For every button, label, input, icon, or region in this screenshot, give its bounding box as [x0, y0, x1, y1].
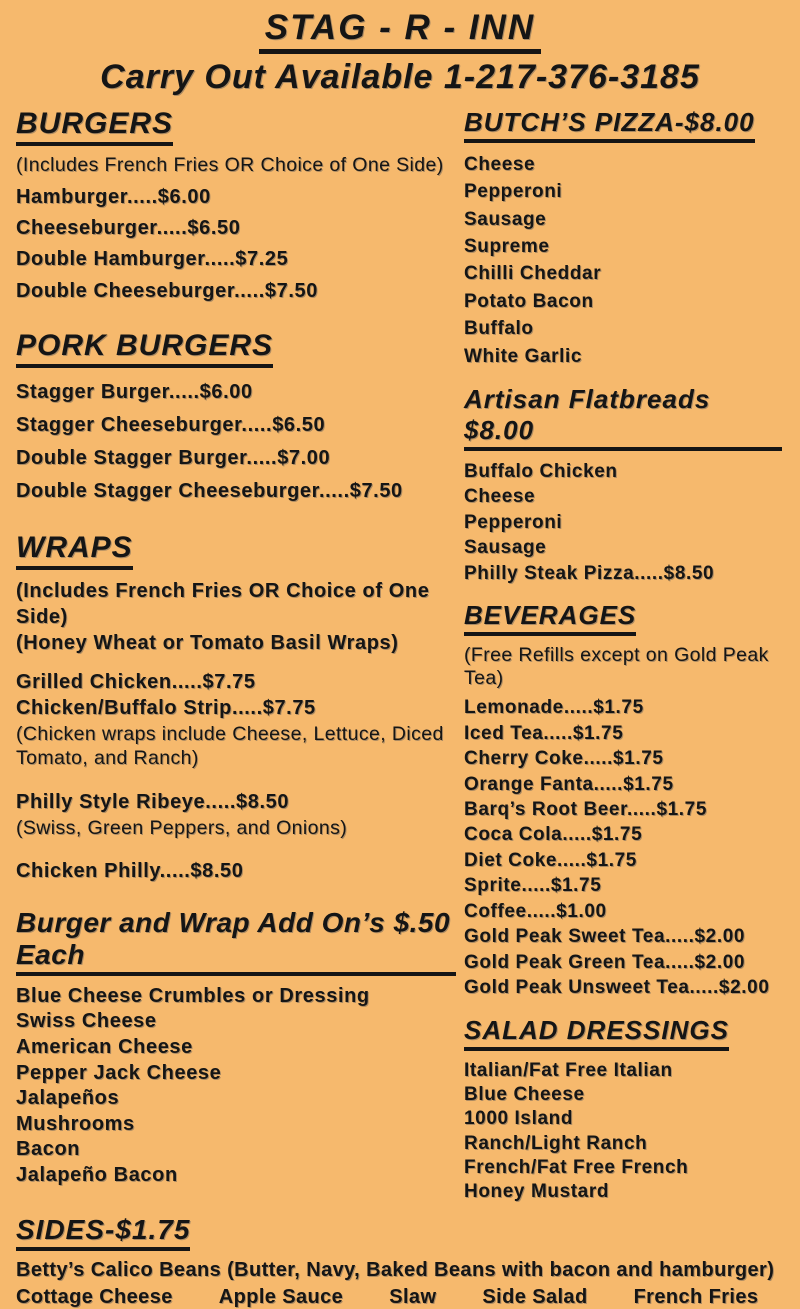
- sides-row: [16, 1286, 784, 1309]
- menu-item: Pepper Jack Cheese: [16, 1061, 222, 1084]
- menu-item: Cheese: [464, 486, 536, 508]
- section-heading-pork-burgers: [16, 329, 456, 368]
- spacer: [16, 776, 456, 789]
- section-title: BUTCH’S PIZZA-$8.00: [464, 107, 755, 143]
- menu-item: French/Fat Free French: [464, 1156, 689, 1178]
- menu-item: Sprite.....$1.75: [464, 875, 602, 897]
- side-item: Side Salad: [482, 1286, 588, 1309]
- section-burgers: [16, 107, 456, 307]
- side-item: French Fries: [633, 1286, 759, 1309]
- menu-note: (Free Refills except on Gold Peak Tea): [464, 644, 769, 690]
- menu-item: Buffalo: [464, 318, 534, 340]
- menu-item: Mushrooms: [16, 1112, 135, 1135]
- section-heading-addons: [16, 907, 456, 976]
- menu-item: Chicken Philly.....$8.50: [16, 860, 244, 883]
- menu-item: Double Cheeseburger.....$7.50: [16, 279, 318, 302]
- section-heading-beverages: [464, 600, 782, 636]
- menu-item: Buffalo Chicken: [464, 460, 618, 482]
- menu-item: Coca Cola.....$1.75: [464, 824, 643, 846]
- section-wraps: [16, 531, 456, 885]
- section-pork-burgers: [16, 329, 456, 509]
- menu-columns: [0, 97, 800, 1218]
- spacer: [16, 845, 456, 858]
- menu-note: (Honey Wheat or Tomato Basil Wraps): [16, 631, 399, 654]
- carryout-phone-line: Carry Out Available 1-217-376-3185: [100, 58, 700, 96]
- menu-item: Chilli Cheddar: [464, 263, 602, 285]
- menu-item: Blue Cheese Crumbles or Dressing: [16, 984, 370, 1007]
- section-title: Artisan Flatbreads $8.00: [464, 384, 782, 451]
- section-heading-burgers: [16, 107, 456, 146]
- section-title: Burger and Wrap Add On’s $.50 Each: [16, 907, 456, 976]
- menu-item: Jalapeños: [16, 1087, 120, 1110]
- side-item: Apple Sauce: [218, 1286, 344, 1309]
- title-line: [0, 8, 800, 54]
- menu-item: Philly Steak Pizza.....$8.50: [464, 562, 715, 584]
- sides-section: [0, 1214, 800, 1309]
- left-column: [16, 107, 464, 1218]
- menu-item: Double Stagger Cheeseburger.....$7.50: [16, 480, 403, 503]
- menu-item: Diet Coke.....$1.75: [464, 849, 637, 871]
- sides-heading: SIDES-$1.75: [16, 1214, 190, 1251]
- menu-note: (Chicken wraps include Cheese, Lettuce, Diced Tomato, and Ranch): [16, 723, 444, 770]
- section-butchs-pizza: [464, 107, 782, 370]
- spacer: [16, 656, 456, 669]
- menu-item: Gold Peak Sweet Tea.....$2.00: [464, 926, 746, 948]
- menu-item: Gold Peak Unsweet Tea.....$2.00: [464, 977, 770, 999]
- menu-item: Italian/Fat Free Italian: [464, 1059, 673, 1081]
- section-beverages: [464, 600, 782, 1000]
- menu-item: Honey Mustard: [464, 1181, 610, 1203]
- menu-item: Cheeseburger.....$6.50: [16, 217, 241, 240]
- menu-item: Cheese: [464, 154, 536, 175]
- side-item: Cottage Cheese: [16, 1286, 173, 1309]
- menu-item: Stagger Cheeseburger.....$6.50: [16, 413, 326, 436]
- menu-note: (Swiss, Green Peppers, and Onions): [16, 816, 348, 839]
- restaurant-name: STAG - R - INN: [259, 8, 541, 54]
- menu-item: Bacon: [16, 1138, 81, 1161]
- section-heading-wraps: [16, 531, 456, 570]
- menu-item: 1000 Island: [464, 1108, 574, 1130]
- menu-item: Philly Style Ribeye.....$8.50: [16, 790, 290, 813]
- section-title: WRAPS: [16, 531, 133, 570]
- sides-heading-row: [16, 1214, 784, 1251]
- menu-item: Lemonade.....$1.75: [464, 697, 644, 719]
- section-title: BEVERAGES: [464, 600, 636, 636]
- menu-item: Supreme: [464, 236, 550, 258]
- menu-item: Ranch/Light Ranch: [464, 1132, 648, 1154]
- side-item: Slaw: [389, 1286, 437, 1309]
- section-heading-artisan-flatbreads: [464, 384, 782, 451]
- section-heading-salad-dressings: [464, 1015, 782, 1051]
- menu-item: Orange Fanta.....$1.75: [464, 773, 674, 795]
- menu-item: Blue Cheese: [464, 1083, 585, 1105]
- section-artisan-flatbreads: [464, 384, 782, 586]
- sides-description: Betty’s Calico Beans (Butter, Navy, Baked Beans with bacon and hamburger): [16, 1259, 775, 1282]
- menu-item: Double Hamburger.....$7.25: [16, 248, 289, 271]
- menu-item: Sausage: [464, 208, 547, 230]
- section-title: BURGERS: [16, 107, 173, 146]
- menu-item: Barq’s Root Beer.....$1.75: [464, 798, 707, 820]
- menu-item: Pepperoni: [464, 511, 563, 533]
- menu-header: [0, 0, 800, 97]
- menu-item: Gold Peak Green Tea.....$2.00: [464, 951, 746, 973]
- section-addons: [16, 907, 456, 1189]
- menu-note: (Includes French Fries OR Choice of One Side): [16, 579, 430, 628]
- menu-item: Chicken/Buffalo Strip.....$7.75: [16, 697, 316, 720]
- section-title: SALAD DRESSINGS: [464, 1015, 729, 1051]
- menu-item: Sausage: [464, 537, 547, 559]
- section-heading-butchs-pizza: [464, 107, 782, 143]
- menu-item: Cherry Coke.....$1.75: [464, 748, 664, 770]
- menu-note: (Includes French Fries OR Choice of One Side): [16, 154, 444, 176]
- menu-item: Coffee.....$1.00: [464, 900, 607, 922]
- menu-item: Potato Bacon: [464, 290, 594, 312]
- menu-item: Grilled Chicken.....$7.75: [16, 670, 256, 693]
- menu-item: Double Stagger Burger.....$7.00: [16, 447, 331, 470]
- menu-item: Swiss Cheese: [16, 1010, 157, 1033]
- menu-item: American Cheese: [16, 1036, 193, 1058]
- menu-item: Stagger Burger.....$6.00: [16, 380, 253, 403]
- section-title: PORK BURGERS: [16, 329, 273, 368]
- right-column: [464, 107, 782, 1218]
- menu-item: White Garlic: [464, 345, 583, 367]
- menu-item: Hamburger.....$6.00: [16, 186, 211, 208]
- menu-item: Iced Tea.....$1.75: [464, 722, 624, 744]
- menu-item: Jalapeño Bacon: [16, 1163, 178, 1186]
- menu-item: Pepperoni: [464, 181, 563, 203]
- section-salad-dressings: [464, 1015, 782, 1205]
